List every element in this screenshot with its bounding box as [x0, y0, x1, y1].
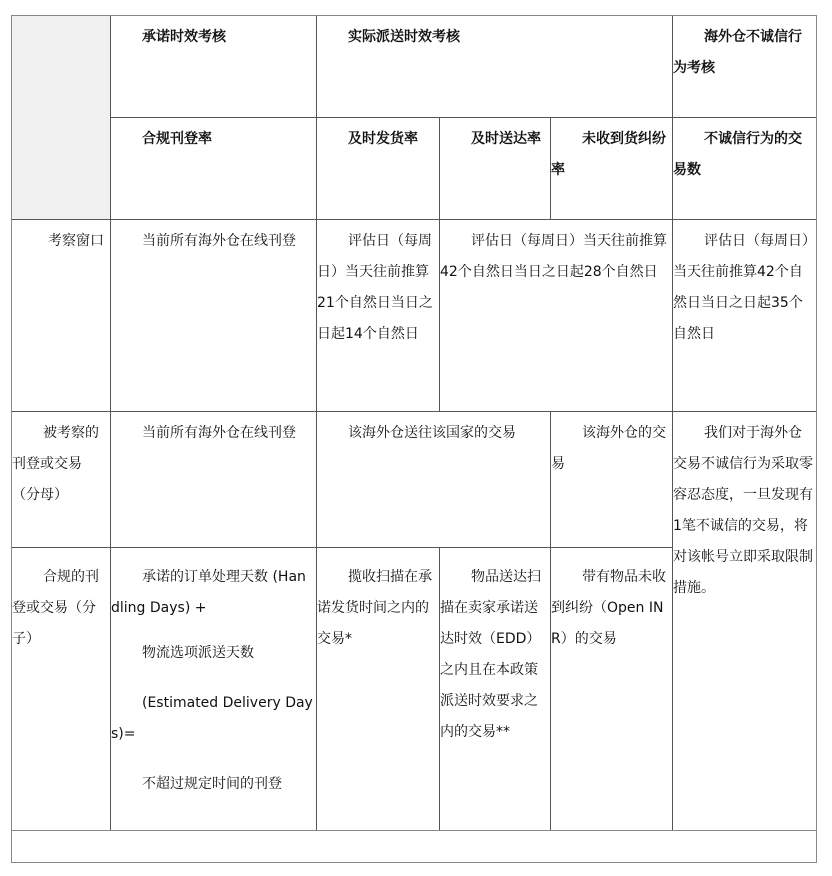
numerator-listing-line-3: (Estimated Delivery Days)=: [111, 695, 313, 742]
window-dishonest: [672, 219, 817, 412]
header-dishonest-count-text: 不诚信行为的交易数: [673, 131, 802, 178]
numerator-listing-line-2: 物流选项派送天数: [142, 645, 254, 661]
row-label-numerator: [11, 547, 111, 831]
window-dishonest-text: 评估日（每周日）当天往前推算42个自然日当日之日起35个自然日: [673, 233, 809, 342]
numerator-listing-line-1: 承诺的订单处理天数 (Handling Days) +: [111, 569, 306, 616]
numerator-inr-text: 带有物品未收到纠纷（Open INR）的交易: [551, 569, 666, 647]
denominator-listing-text: 当前所有海外仓在线刊登: [142, 425, 296, 441]
numerator-inr: [550, 547, 673, 831]
row-label-window: [11, 219, 111, 412]
denominator-inr: [550, 411, 673, 548]
header-actual-group-text: 实际派送时效考核: [348, 29, 460, 45]
numerator-listing-line-4: 不超过规定时间的刊登: [142, 776, 282, 792]
header-actual-group: [316, 15, 673, 118]
header-shipping-rate: [316, 117, 440, 220]
header-delivery-rate: [439, 117, 551, 220]
header-inr-rate-text: 未收到货纠纷率: [551, 131, 666, 178]
header-delivery-rate-text: 及时送达率: [471, 131, 541, 147]
window-listing: [110, 219, 317, 412]
numerator-shipping: [316, 547, 440, 831]
denominator-dishonest-text: 我们对于海外仓交易不诚信行为采取零容忍态度，一旦发现有1笔不诚信的交易，将对该帐号立即采取限制措施。: [673, 425, 813, 596]
numerator-delivery-text: 物品送达扫描在卖家承诺送达时效（EDD）之内且在本政策派送时效要求之内的交易**: [440, 569, 541, 740]
denominator-dishonest: [672, 411, 817, 831]
header-listing-rate-text: 合规刊登率: [142, 131, 212, 147]
denominator-inr-text: 该海外仓的交易: [551, 425, 666, 472]
header-inr-rate: [550, 117, 673, 220]
denominator-shipping-delivery: [316, 411, 551, 548]
window-shipping-text: 评估日（每周日）当天往前推算21个自然日当日之日起14个自然日: [317, 233, 433, 342]
window-delivery-inr: [439, 219, 673, 412]
corner-cell: [11, 15, 111, 220]
row-label-denominator: [11, 411, 111, 548]
header-dishonest-count: [672, 117, 817, 220]
denominator-shipping-delivery-text: 该海外仓送往该国家的交易: [348, 425, 516, 441]
numerator-shipping-text: 揽收扫描在承诺发货时间之内的交易*: [317, 569, 432, 647]
footer-empty-row: [11, 830, 817, 863]
window-shipping: [316, 219, 440, 412]
header-promise-group: [110, 15, 317, 118]
numerator-listing: [110, 547, 317, 831]
header-integrity-group: [672, 15, 817, 118]
window-listing-text: 当前所有海外仓在线刊登: [142, 233, 296, 249]
denominator-listing: [110, 411, 317, 548]
header-listing-rate: [110, 117, 317, 220]
row-label-numerator-text: 合规的刊登或交易（分子）: [12, 569, 99, 647]
window-delivery-inr-text: 评估日（每周日）当天往前推算42个自然日当日之日起28个自然日: [440, 233, 667, 280]
header-promise-group-text: 承诺时效考核: [142, 29, 226, 45]
row-label-window-text: 考察窗口: [48, 233, 104, 249]
row-label-denominator-text: 被考察的刊登或交易（分母）: [12, 425, 99, 503]
numerator-delivery: [439, 547, 551, 831]
policy-metrics-table: [11, 15, 817, 863]
header-integrity-group-text: 海外仓不诚信行为考核: [673, 29, 802, 76]
header-shipping-rate-text: 及时发货率: [348, 131, 418, 147]
